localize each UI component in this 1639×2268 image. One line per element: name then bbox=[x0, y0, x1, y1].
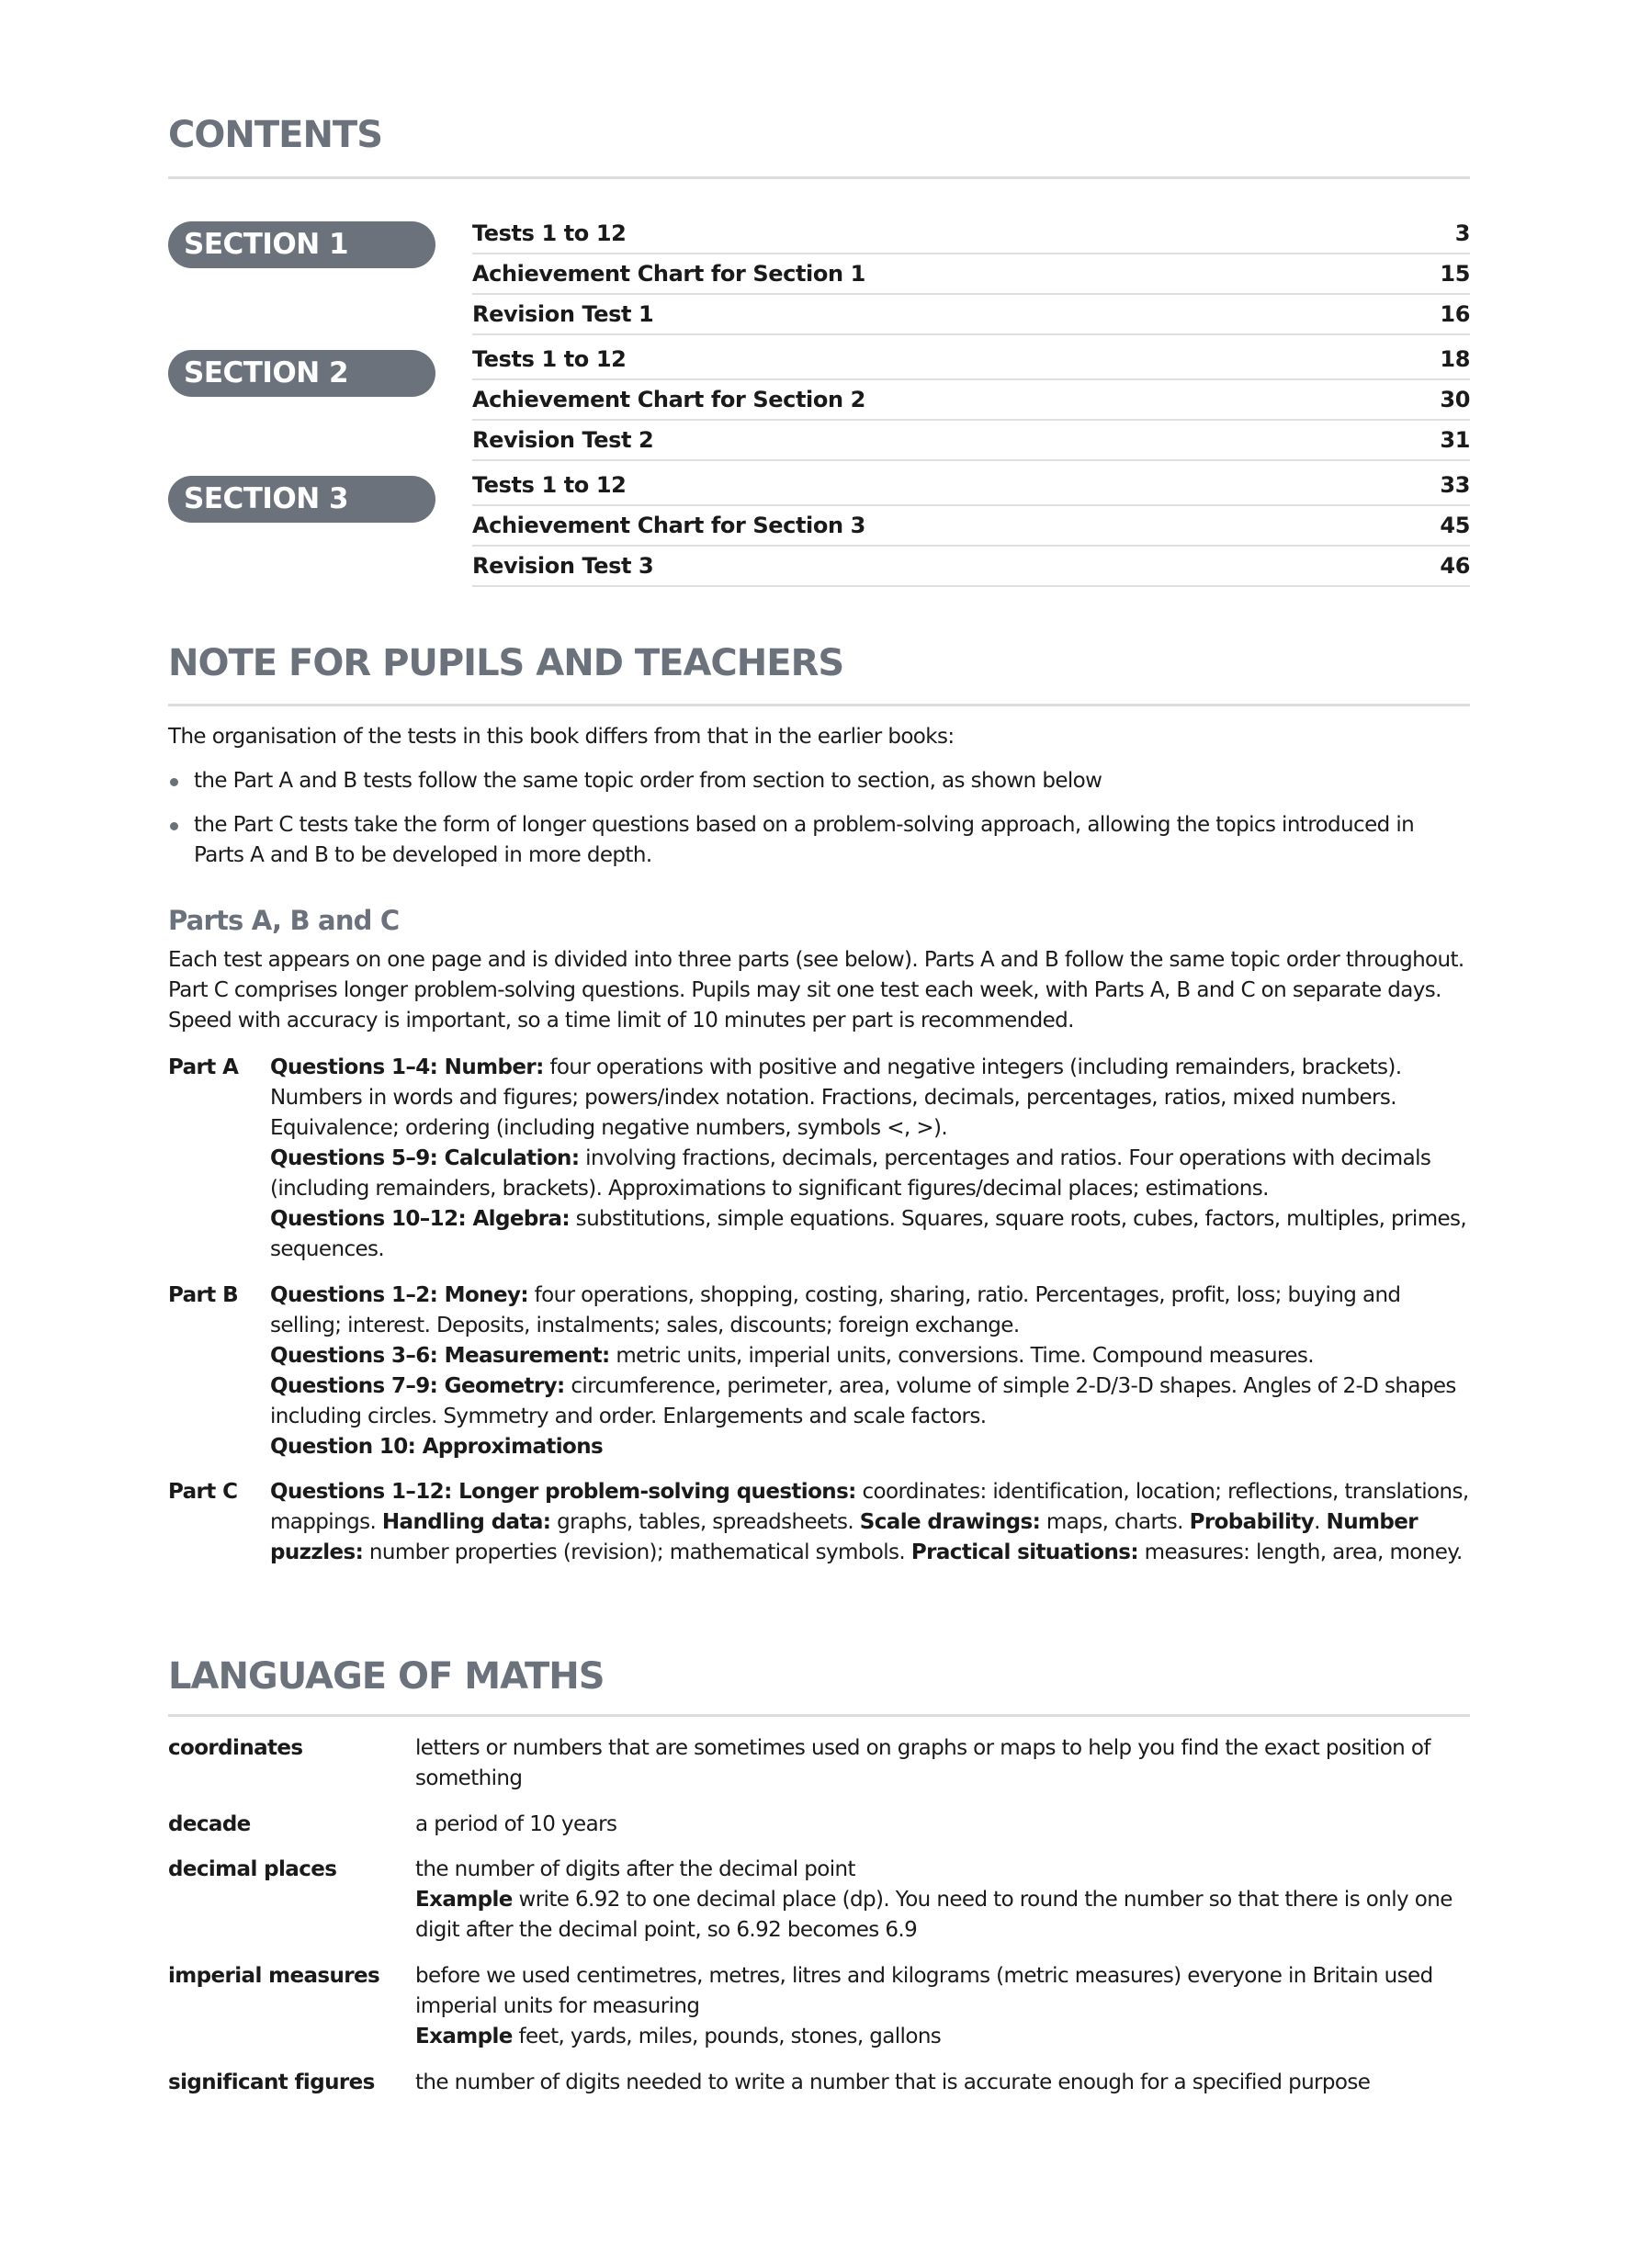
toc-entry[interactable] bbox=[472, 254, 1470, 295]
definition-text: the number of digits after the decimal point bbox=[415, 1857, 855, 1881]
toc-entry[interactable] bbox=[472, 295, 1470, 335]
section-2-badge: SECTION 2 bbox=[168, 350, 435, 397]
topic-text: . bbox=[1314, 1510, 1327, 1534]
topic-text: measures: length, area, money. bbox=[1137, 1540, 1463, 1564]
toc-entry[interactable] bbox=[472, 380, 1470, 421]
glossary-entry bbox=[168, 1733, 1470, 1794]
toc-list bbox=[472, 466, 1470, 587]
topic-text: involving fractions, decimals, percentages and ratios. Four operations with decimals (including remainders, brackets). Approximations to significant figures/decimal places; estimations. bbox=[270, 1146, 1431, 1201]
topic-text: maps, charts. bbox=[1040, 1510, 1190, 1534]
toc-section-2 bbox=[168, 340, 1470, 459]
toc-entry-page: 33 bbox=[1440, 472, 1470, 498]
note-heading: NOTE FOR PUPILS AND TEACHERS bbox=[168, 642, 844, 684]
part-a bbox=[168, 1053, 1470, 1265]
glossary-entry bbox=[168, 2068, 1470, 2098]
section-3-badge: SECTION 3 bbox=[168, 476, 435, 523]
topic-text: four operations, shopping, costing, sharing, ratio. Percentages, profit, loss; buying and selling; interest. Deposits, instalments; sales, discounts; foreign exchange. bbox=[270, 1283, 1401, 1337]
toc-section-1 bbox=[168, 214, 1470, 333]
part-description bbox=[270, 1477, 1470, 1568]
part-label: Part A bbox=[168, 1055, 239, 1079]
topic-name: Questions 10–12: Algebra: bbox=[270, 1207, 570, 1231]
glossary-definition: a period of 10 years bbox=[415, 1812, 617, 1836]
note-bullet-list bbox=[168, 766, 1470, 885]
part-b bbox=[168, 1281, 1470, 1462]
topic-text: number properties (revision); mathematical symbols. bbox=[363, 1540, 911, 1564]
toc-entry-page: 46 bbox=[1440, 553, 1470, 579]
topic-name: Question 10: Approximations bbox=[270, 1435, 604, 1459]
topic-text: circumference, perimeter, area, volume of simple 2-D/3-D shapes. Angles of 2-D shapes including circles. Symmetry and order. Enlargements and scale factors. bbox=[270, 1374, 1456, 1428]
glossary-definition bbox=[415, 1961, 1470, 2052]
glossary-entry bbox=[168, 1810, 1470, 1840]
bullet-icon bbox=[170, 822, 178, 830]
parts-intro: Each test appears on one page and is divided into three parts (see below). Parts A and B follow the same topic order throughout. Part C comprises longer problem-solving questions. Pupils may sit one test each week, with Parts A, B and C on separate days. Speed with accuracy is important, so a time limit of 10 minutes per part is recommended. bbox=[168, 948, 1464, 1032]
language-divider bbox=[168, 1714, 1470, 1717]
toc-list bbox=[472, 340, 1470, 461]
topic-line bbox=[270, 1341, 1470, 1371]
language-heading: LANGUAGE OF MATHS bbox=[168, 1655, 605, 1698]
topic-line bbox=[270, 1053, 1470, 1144]
toc-entry[interactable] bbox=[472, 506, 1470, 547]
topic-text: four operations with positive and negative integers (including remainders, brackets). Numbers in words and figures; powers/index notation. Fractions, decimals, percentages, ratios, mixed numbers. Equivalence; ordering (including negative numbers, symbols <, >). bbox=[270, 1055, 1402, 1140]
part-c bbox=[168, 1477, 1470, 1568]
toc-entry-page: 3 bbox=[1454, 220, 1470, 246]
contents-heading: CONTENTS bbox=[168, 114, 383, 156]
glossary-term: decimal places bbox=[168, 1857, 337, 1881]
toc-entry-title: Tests 1 to 12 bbox=[472, 346, 627, 372]
toc-entry-page: 15 bbox=[1440, 261, 1470, 287]
toc-entry[interactable] bbox=[472, 466, 1470, 506]
part-label: Part C bbox=[168, 1480, 238, 1504]
glossary-term: coordinates bbox=[168, 1736, 303, 1760]
note-divider bbox=[168, 704, 1470, 706]
toc-entry[interactable] bbox=[472, 547, 1470, 587]
topic-name: Number puzzles: bbox=[270, 1510, 1418, 1564]
topic-line bbox=[270, 1144, 1470, 1204]
toc-entry-title: Achievement Chart for Section 1 bbox=[472, 261, 865, 287]
list-item bbox=[168, 766, 1470, 796]
example-text: feet, yards, miles, pounds, stones, gallons bbox=[512, 2025, 942, 2048]
topic-name: Questions 7–9: Geometry: bbox=[270, 1374, 565, 1398]
toc-entry-page: 16 bbox=[1440, 301, 1470, 327]
topic-name: Questions 1–4: Number: bbox=[270, 1055, 544, 1079]
glossary-entry bbox=[168, 1855, 1470, 1946]
toc-entry[interactable] bbox=[472, 214, 1470, 254]
glossary-entry bbox=[168, 1961, 1470, 2052]
section-1-badge: SECTION 1 bbox=[168, 221, 435, 268]
topic-text: substitutions, simple equations. Squares, square roots, cubes, factors, multiples, primes, sequences. bbox=[270, 1207, 1467, 1261]
topic-name: Questions 3–6: Measurement: bbox=[270, 1344, 610, 1368]
topic-text: coordinates: identification, location; reflections, translations, mappings. bbox=[270, 1480, 1469, 1534]
toc-entry-title: Tests 1 to 12 bbox=[472, 472, 627, 498]
toc-entry-title: Tests 1 to 12 bbox=[472, 220, 627, 246]
bullet-icon bbox=[170, 778, 178, 786]
glossary-definition: letters or numbers that are sometimes used on graphs or maps to help you find the exact position of something bbox=[415, 1736, 1430, 1790]
topic-text: graphs, tables, spreadsheets. bbox=[550, 1510, 860, 1534]
topic-line bbox=[270, 1371, 1470, 1432]
topic-name: Probability bbox=[1189, 1510, 1315, 1534]
toc-section-3 bbox=[168, 466, 1470, 585]
example-label: Example bbox=[415, 1888, 513, 1912]
topic-name: Practical situations: bbox=[910, 1540, 1138, 1564]
glossary-term: significant figures bbox=[168, 2071, 375, 2094]
glossary-definition bbox=[415, 1855, 1470, 1946]
toc-entry-page: 18 bbox=[1440, 346, 1470, 372]
toc-entry-title: Revision Test 3 bbox=[472, 553, 654, 579]
list-item bbox=[168, 810, 1470, 871]
topic-line bbox=[270, 1204, 1470, 1265]
topic-line bbox=[270, 1432, 1470, 1462]
toc-entry-title: Achievement Chart for Section 2 bbox=[472, 387, 865, 412]
topic-text: metric units, imperial units, conversions. Time. Compound measures. bbox=[609, 1344, 1314, 1368]
topic-name: Questions 1–2: Money: bbox=[270, 1283, 528, 1307]
topic-name: Questions 5–9: Calculation: bbox=[270, 1146, 580, 1170]
toc-list bbox=[472, 214, 1470, 335]
toc-entry-page: 30 bbox=[1440, 387, 1470, 412]
parts-subheading: Parts A, B and C bbox=[168, 905, 400, 936]
definition-text: before we used centimetres, metres, litres and kilograms (metric measures) everyone in Britain used imperial units for measuring bbox=[415, 1964, 1433, 2018]
toc-entry-title: Achievement Chart for Section 3 bbox=[472, 513, 865, 538]
example-text: write 6.92 to one decimal place (dp). You need to round the number so that there is only one digit after the decimal point, so 6.92 becomes 6.9 bbox=[415, 1888, 1452, 1942]
topic-name: Scale drawings: bbox=[859, 1510, 1041, 1534]
toc-entry-title: Revision Test 1 bbox=[472, 301, 654, 327]
topic-name: Handling data: bbox=[381, 1510, 551, 1534]
note-intro: The organisation of the tests in this book differs from that in the earlier books: bbox=[168, 725, 955, 749]
part-label: Part B bbox=[168, 1283, 239, 1307]
topic-line bbox=[270, 1281, 1470, 1341]
part-description bbox=[270, 1281, 1470, 1462]
toc-entry-title: Revision Test 2 bbox=[472, 427, 654, 453]
bullet-text: the Part A and B tests follow the same topic order from section to section, as shown below bbox=[194, 769, 1102, 793]
example-label: Example bbox=[415, 2025, 513, 2048]
part-description bbox=[270, 1053, 1470, 1265]
contents-divider bbox=[168, 176, 1470, 179]
topic-name: Questions 1–12: Longer problem-solving questions: bbox=[270, 1480, 856, 1504]
glossary-term: imperial measures bbox=[168, 1964, 380, 1988]
glossary-definition: the number of digits needed to write a number that is accurate enough for a specified purpose bbox=[415, 2071, 1371, 2094]
toc-entry[interactable] bbox=[472, 421, 1470, 461]
glossary-term: decade bbox=[168, 1812, 251, 1836]
bullet-text: the Part C tests take the form of longer questions based on a problem-solving approach, allowing the topics introduced in Parts A and B to be developed in more depth. bbox=[194, 813, 1415, 867]
toc-entry-page: 45 bbox=[1440, 513, 1470, 538]
toc-entry-page: 31 bbox=[1440, 427, 1470, 453]
toc-entry[interactable] bbox=[472, 340, 1470, 380]
